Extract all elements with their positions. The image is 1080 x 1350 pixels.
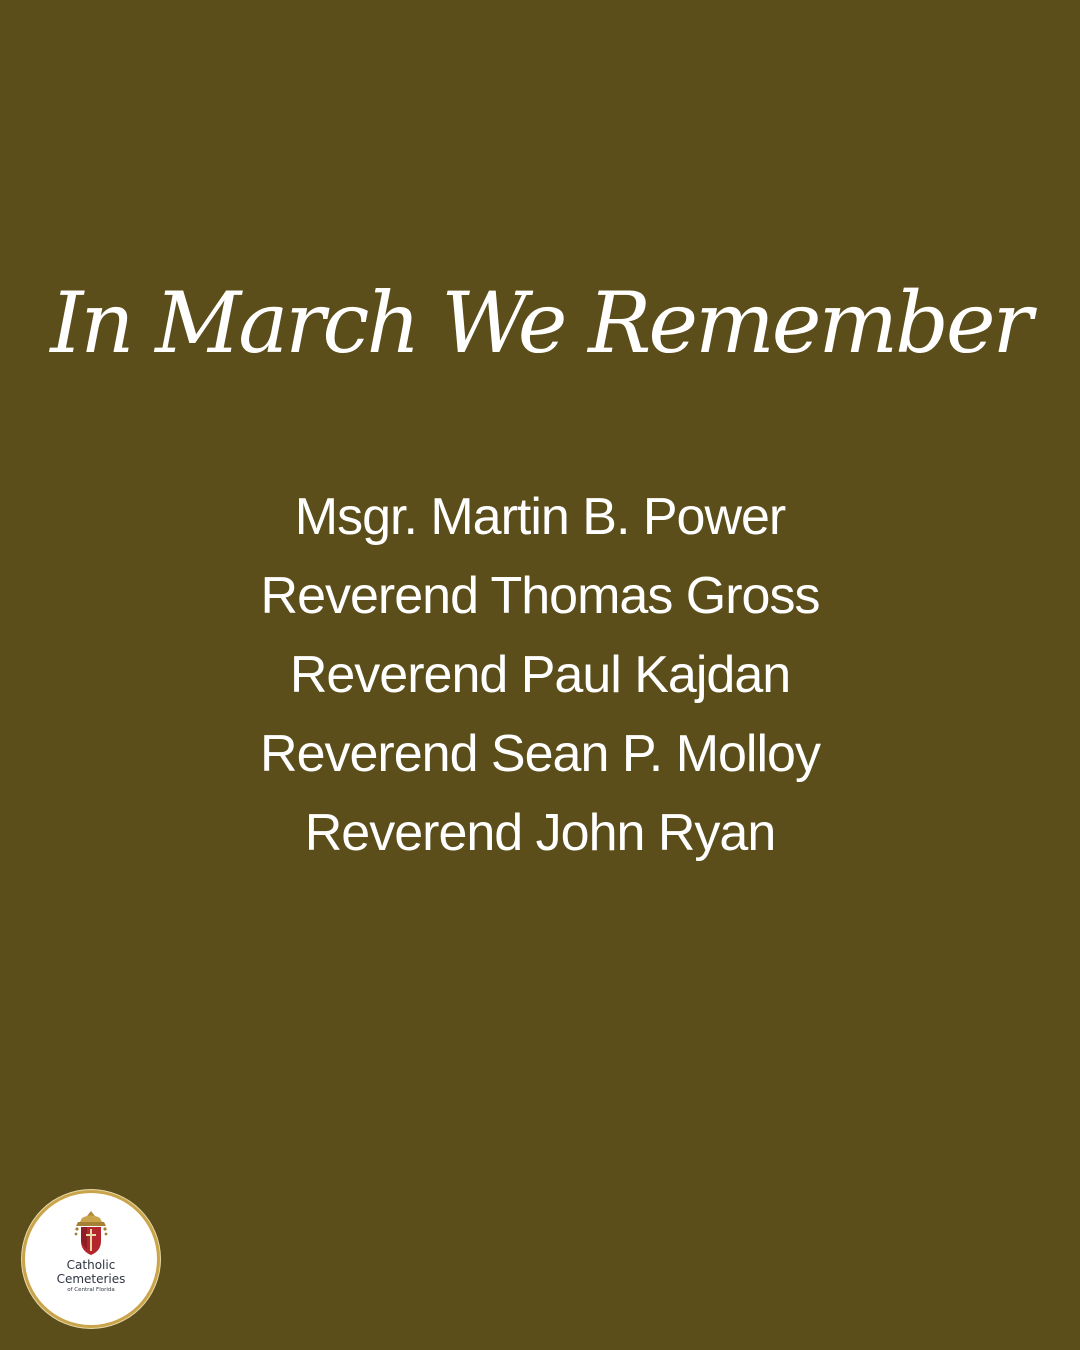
catholic-cemeteries-logo bbox=[25, 1193, 157, 1325]
name-item: Reverend John Ryan bbox=[304, 804, 776, 862]
logo-text-region: of Central Florida bbox=[67, 1287, 115, 1293]
page-title: In March We Remember bbox=[50, 274, 1030, 372]
diocese-crest-icon bbox=[68, 1209, 114, 1265]
name-item: Reverend Thomas Gross bbox=[260, 567, 820, 625]
name-item: Reverend Paul Kajdan bbox=[289, 646, 791, 704]
name-item: Reverend Sean P. Molloy bbox=[260, 725, 820, 783]
name-item: Msgr. Martin B. Power bbox=[294, 488, 786, 546]
logo-text-catholic: Catholic bbox=[66, 1258, 116, 1272]
names-list bbox=[0, 478, 1080, 873]
logo-text-cemeteries: Cemeteries bbox=[56, 1272, 126, 1286]
